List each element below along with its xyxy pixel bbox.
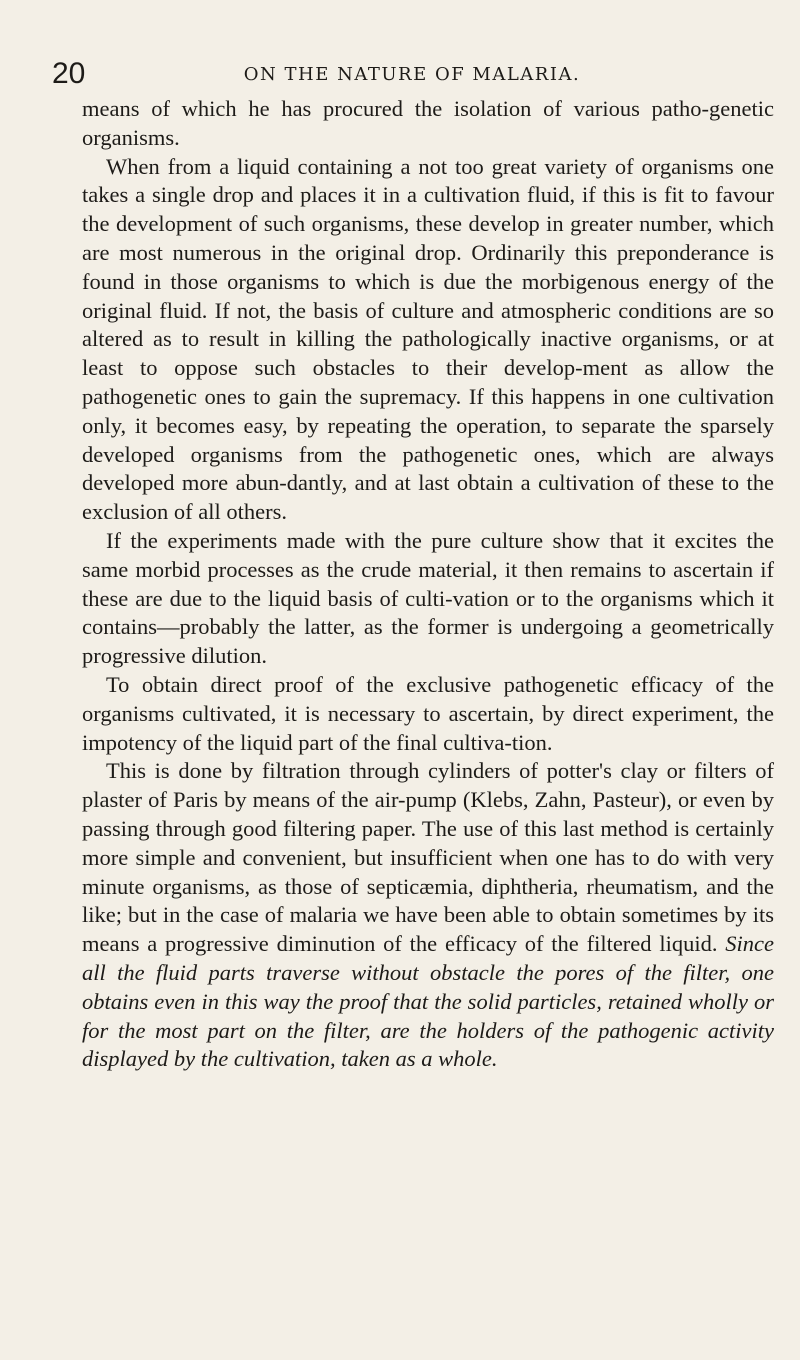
paragraph-3: If the experiments made with the pure culture show that it excites the same morbid processes as the crude material, it then remains to ascertain if these are due to the liquid basis of culti-vation or to the organisms which it contains—probably the latter, as the former is undergoing a geometrically progressive dilution.	[82, 527, 774, 669]
paragraph-1: means of which he has procured the isolation of various patho-genetic organisms.	[82, 96, 774, 150]
page-number: 20	[52, 57, 86, 90]
paragraph-5-italic: Since all the fluid parts traverse without obstacle the pores of the filter, one obtains even in this way the proof that the solid particles, retained wholly or for the most part on the filter, are the holders of the pathogenic activity displayed by the cultivation, taken as a whole.	[82, 931, 774, 1072]
body-text	[82, 95, 774, 1074]
running-title: ON THE NATURE OF MALARIA.	[243, 64, 581, 85]
paragraph-2: When from a liquid containing a not too great variety of organisms one takes a single drop and places it in a cultivation fluid, if this is fit to favour the development of such organisms, these develop in greater number, which are most numerous in the original drop. Ordinarily this preponderance is found in those organisms to which is due the morbigenous energy of the original fluid. If not, the basis of culture and atmospheric conditions are so altered as to result in killing the pathologically inactive organisms, or at least to oppose such obstacles to their develop-ment as allow the pathogenetic ones to gain the supremacy. If this happens in one cultivation only, it becomes easy, by repeating the operation, to separate the sparsely developed organisms from the pathogenetic ones, which are always developed more abun-dantly, and at last obtain a cultivation of these to the exclusion of all others.	[82, 153, 774, 525]
paragraph-5	[82, 757, 774, 1074]
paragraph-5-text: This is done by filtration through cylinders of potter's clay or filters of plaster of Paris by means of the air-pump (Klebs, Zahn, Pasteur), or even by passing through good filtering paper. The use of this last method is certainly more simple and convenient, but insufficient when one has to do with very minute organisms, as those of septicæmia, diphtheria, rheumatism, and the like; but in the case of malaria we have been able to obtain sometimes by its means a progressive diminution of the efficacy of the filtered liquid.	[82, 758, 774, 957]
paragraph-4: To obtain direct proof of the exclusive pathogenetic efficacy of the organisms cultivated, it is necessary to ascertain, by direct experiment, the impotency of the liquid part of the final cultiva-tion.	[82, 671, 774, 755]
page-header	[52, 54, 772, 94]
